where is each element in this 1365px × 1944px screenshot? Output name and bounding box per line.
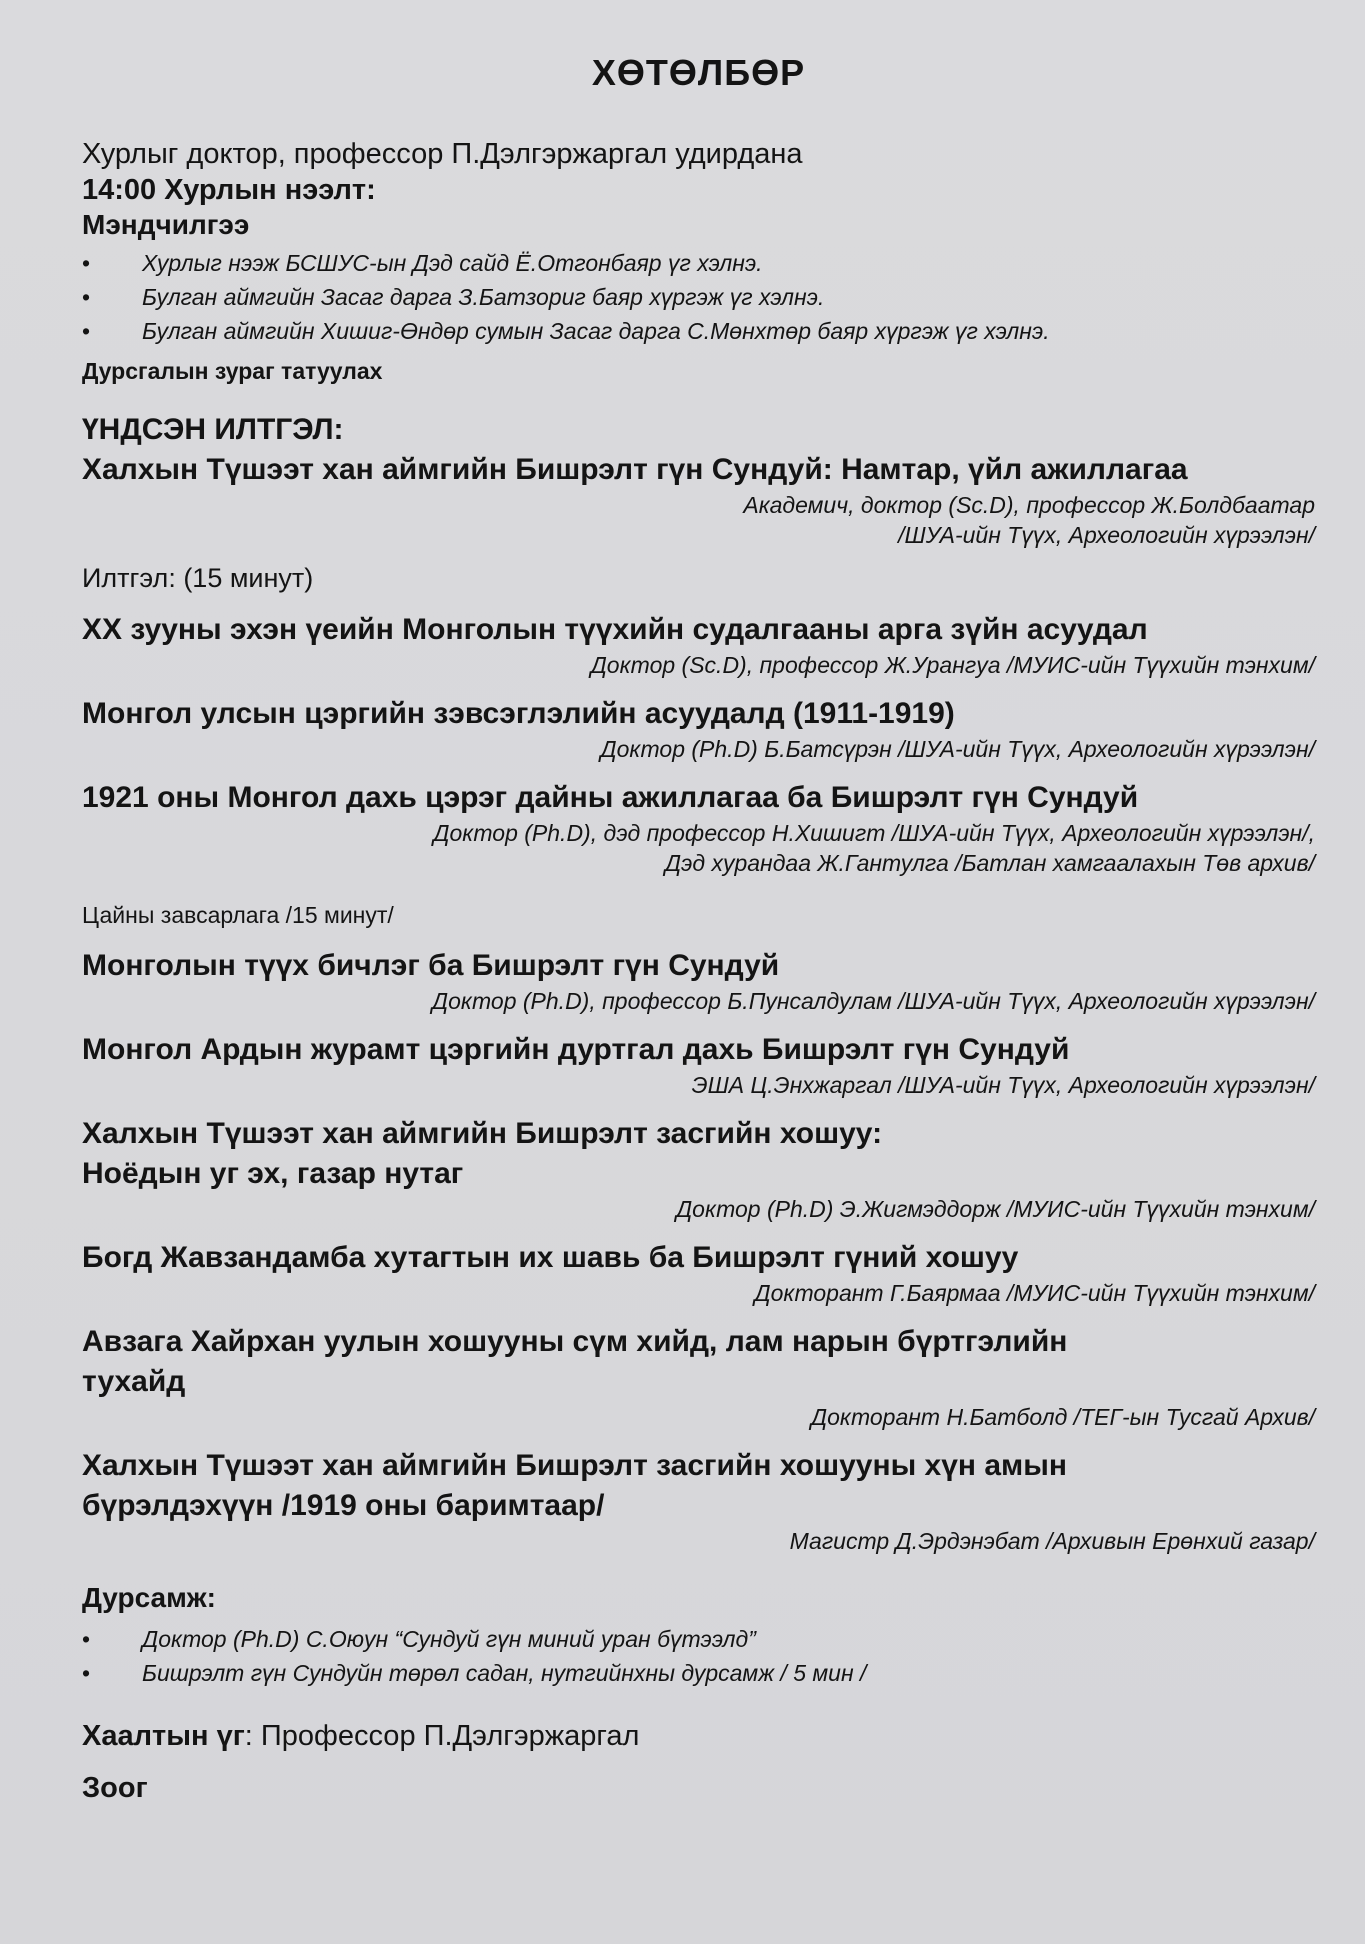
greeting-item: • Хурлыг нээж БСШУС-ын Дэд сайд Ё.Отгонбаяр үг хэлнэ.: [82, 246, 1315, 280]
talks-section-b: [82, 946, 1315, 1556]
final-line: Зоог: [82, 1772, 148, 1804]
talk-author: Доктор (Sc.D), профессор Ж.Урангуа /МУИС-ийн Түүхийн тэнхим/: [590, 652, 1315, 678]
closing-text: : Профессор П.Дэлгэржаргал: [244, 1720, 640, 1752]
talk-author: Магистр Д.Эрдэнэбат /Архивын Ерөнхий газар/: [789, 1528, 1315, 1554]
talk-item: [82, 1446, 1315, 1556]
talk-title: Халхын Түшээт хан аймгийн Бишрэлт засгийн хошууны хүн амын бүрэлдэхүүн /1919 оны баримтаар/: [82, 1449, 1067, 1522]
talk-item: [82, 778, 1315, 878]
memoir-list: [82, 1622, 1315, 1690]
moderator-line: Хурлыг доктор, профессор П.Дэлгэржаргал удирдана: [82, 138, 803, 170]
talk-title: Богд Жавзандамба хутагтын их шавь ба Бишрэлт гүний хошуу: [82, 1241, 1019, 1274]
main-talk-author: Академич, доктор (Sc.D), профессор Ж.Болдбаатар: [743, 492, 1315, 518]
talk-author: Доктор (Ph.D) Э.Жигмэддорж /МУИС-ийн Түүхийн тэнхим/: [675, 1196, 1315, 1222]
talk-item: [82, 1238, 1315, 1308]
main-report-heading: ҮНДСЭН ИЛТГЭЛ:: [82, 413, 344, 446]
main-talk-affiliation: /ШУА-ийн Түүх, Археологийн хүрээлэн/: [898, 522, 1315, 548]
talk-title: 1921 оны Монгол дахь цэрэг дайны ажиллагаа ба Бишрэлт гүн Сундуй: [82, 781, 1139, 814]
talk-item: [82, 1030, 1315, 1100]
talk-item: [82, 946, 1315, 1016]
talk-author: Докторант Г.Баярмаа /МУИС-ийн Түүхийн тэнхим/: [754, 1280, 1315, 1306]
talk-item: [82, 1322, 1315, 1432]
talk-item: [82, 610, 1315, 680]
closing-line: [82, 1716, 1315, 1756]
talk-title: Монголын түүх бичлэг ба Бишрэлт гүн Сундуй: [82, 949, 780, 982]
talk-item: [82, 694, 1315, 764]
greeting-item: • Булган аймгийн Засаг дарга З.Батзориг баяр хүргэж үг хэлнэ.: [82, 280, 1315, 314]
talk-title: Монгол Ардын журамт цэргийн дуртгал дахь Бишрэлт гүн Сундуй: [82, 1033, 1070, 1066]
talk-duration: Илтгэл: (15 минут): [82, 563, 314, 593]
talks-section-a: [82, 610, 1315, 878]
talk-author: Доктор (Ph.D) Б.Батсүрэн /ШУА-ийн Түүх, Археологийн хүрээлэн/: [600, 736, 1315, 762]
talk-title: Монгол улсын цэргийн зэвсэглэлийн асуудалд (1911-1919): [82, 697, 955, 730]
tea-break: Цайны завсарлага /15 минут/: [82, 902, 394, 928]
talk-item: [82, 1114, 1315, 1224]
talk-author: Докторант Н.Батболд /ТЕГ-ын Тусгай Архив/: [810, 1404, 1315, 1430]
photo-line: Дурсгалын зураг татуулах: [82, 358, 383, 384]
greetings-heading: Мэндчилгээ: [82, 209, 250, 240]
greetings-list: [82, 246, 1315, 348]
greeting-item: • Булган аймгийн Хишиг-Өндөр сумын Засаг дарга С.Мөнхтөр баяр хүргэж үг хэлнэ.: [82, 314, 1315, 348]
memoir-heading: Дурсамж:: [82, 1582, 216, 1613]
closing-label: Хаалтын үг: [82, 1720, 245, 1752]
talk-author: Доктор (Ph.D), профессор Б.Пунсалдулам /ШУА-ийн Түүх, Археологийн хүрээлэн/: [431, 988, 1315, 1014]
talk-title: Авзага Хайрхан уулын хошууны сүм хийд, лам нарын бүртгэлийн тухайд: [82, 1325, 1068, 1398]
talk-title: Халхын Түшээт хан аймгийн Бишрэлт засгийн хошуу: Ноёдын уг эх, газар нутаг: [82, 1117, 883, 1190]
main-talk-title: Халхын Түшээт хан аймгийн Бишрэлт гүн Сундуй: Намтар, үйл ажиллагаа: [82, 453, 1188, 486]
opening-line: 14:00 Хурлын нээлт:: [82, 174, 376, 206]
talk-author: Доктор (Ph.D), дэд профессор Н.Хишигт /ШУА-ийн Түүх, Археологийн хүрээлэн/,: [433, 820, 1315, 846]
memoir-item: • Бишрэлт гүн Сундуйн төрөл садан, нутгийнхны дурсамж / 5 мин /: [82, 1656, 1315, 1690]
talk-title: XX зууны эхэн үеийн Монголын түүхийн судалгааны арга зүйн асуудал: [82, 613, 1148, 646]
memoir-item: • Доктор (Ph.D) С.Оюун “Сундуй гүн миний уран бүтээлд”: [82, 1622, 1315, 1656]
talk-author: ЭША Ц.Энхжаргал /ШУА-ийн Түүх, Археологийн хүрээлэн/: [691, 1072, 1315, 1098]
talk-author: Дэд хурандаа Ж.Гантулга /Батлан хамгаалахын Төв архив/: [664, 850, 1315, 876]
page-title: ХӨТӨЛБӨР: [591, 52, 806, 93]
